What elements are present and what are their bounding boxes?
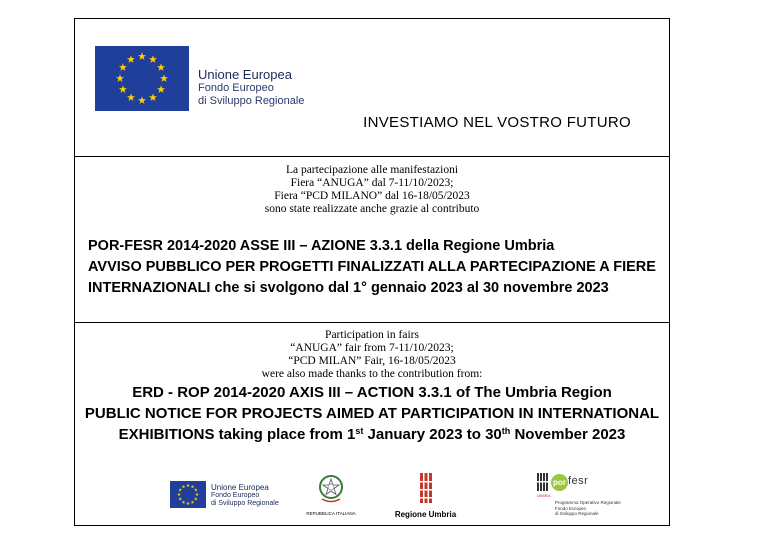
eu-star-icon: [116, 74, 124, 82]
fesr-label: fesr: [568, 475, 589, 487]
eu-star-icon: [194, 488, 198, 491]
italy-emblem-logo: [301, 473, 361, 517]
eu-star-icon: [138, 52, 146, 60]
italian-intro-line: Fiera “PCD MILANO” dal 16-18/05/2023: [274, 190, 470, 202]
umbria-logo: [388, 473, 463, 520]
english-intro: [75, 329, 669, 381]
italian-intro: [75, 164, 669, 216]
italy-emblem-icon: [318, 473, 344, 505]
english-intro-line: Participation in fairs: [325, 329, 419, 341]
eu-star-icon: [182, 500, 186, 503]
eu-star-icon: [186, 502, 190, 505]
english-intro-line: “ANUGA” fair from 7-11/10/2023;: [290, 342, 454, 354]
italian-program-title: [88, 236, 656, 299]
eu-star-icon: [157, 85, 165, 93]
eu-flag-small-icon: [170, 481, 206, 508]
english-intro-line: “PCD MILAN” Fair, 16-18/05/2023: [288, 355, 456, 367]
eu-star-icon: [160, 74, 168, 82]
italian-bold-line: AVVISO PUBBLICO PER PROGETTI FINALIZZATI ALLA PARTECIPAZIONE A FIERE: [88, 259, 656, 275]
italian-section: [75, 157, 669, 323]
eu-star-icon: [182, 485, 186, 488]
eu-star-icon: [178, 488, 182, 491]
italian-bold-line: POR-FESR 2014-2020 ASSE III – AZIONE 3.3.1 della Regione Umbria: [88, 238, 555, 254]
eu-star-icon: [149, 55, 157, 63]
italian-intro-line: sono state realizzate anche grazie al contributo: [264, 203, 480, 215]
italian-bold-line: INTERNAZIONALI che si svolgono dal 1° gennaio 2023 al 30 novembre 2023: [88, 280, 609, 296]
english-intro-line: were also made thanks to the contribution from:: [261, 368, 483, 380]
eu-star-icon: [127, 55, 135, 63]
por-badge: por: [551, 474, 568, 491]
por-fesr-logo: [537, 473, 627, 516]
por-grid-icon: [537, 473, 548, 491]
eu-star-icon: [195, 493, 199, 496]
eu-star-icon: [119, 85, 127, 93]
english-program-title: [75, 382, 669, 445]
por-sub-label: UMBRIA: [537, 494, 551, 498]
eu-star-icon: [127, 93, 135, 101]
eu-line-2: Fondo Europeo: [198, 82, 274, 94]
eu-star-icon: [177, 493, 181, 496]
english-bold-line: PUBLIC NOTICE FOR PROJECTS AIMED AT PARTICIPATION IN INTERNATIONAL: [84, 405, 660, 422]
umbria-label: Regione Umbria: [394, 510, 457, 519]
english-bold-line: ERD - ROP 2014-2020 AXIS III – ACTION 3.3.1 of The Umbria Region: [132, 384, 612, 401]
eu-star-icon: [157, 63, 165, 71]
eu-line-3: di Sviluppo Regionale: [198, 95, 305, 107]
eu-flag-icon: [95, 46, 189, 111]
eu-star-icon: [186, 484, 190, 487]
eu-star-icon: [149, 93, 157, 101]
eu-star-icon: [138, 96, 146, 104]
english-bold-line: EXHIBITIONS taking place from 1st January 2023 to 30th November 2023: [118, 426, 626, 443]
eu-line-1: Unione Europea: [198, 67, 292, 82]
eu-star-icon: [119, 63, 127, 71]
motto: INVESTIAMO NEL VOSTRO FUTURO: [363, 114, 631, 131]
eu-logo-text: Unione Europea Fondo Europeo di Sviluppo Regionale: [211, 483, 279, 507]
logo-strip: [75, 473, 669, 518]
umbria-emblem-icon: [419, 473, 433, 503]
poster-frame: [74, 18, 670, 526]
por-description: Programma Operativo Regionale Fondo Europeo di Sviluppo Regionale: [555, 500, 621, 516]
english-section: [75, 323, 669, 525]
eu-star-icon: [191, 485, 195, 488]
italy-label: REPUBBLICA ITALIANA: [306, 511, 356, 516]
eu-star-icon: [178, 497, 182, 500]
eu-star-icon: [194, 497, 198, 500]
header-section: [75, 19, 669, 157]
eu-star-icon: [191, 500, 195, 503]
italian-intro-line: Fiera “ANUGA” dal 7-11/10/2023;: [290, 177, 454, 189]
eu-fund-label: [198, 67, 304, 108]
italian-intro-line: La partecipazione alle manifestazioni: [285, 164, 459, 176]
